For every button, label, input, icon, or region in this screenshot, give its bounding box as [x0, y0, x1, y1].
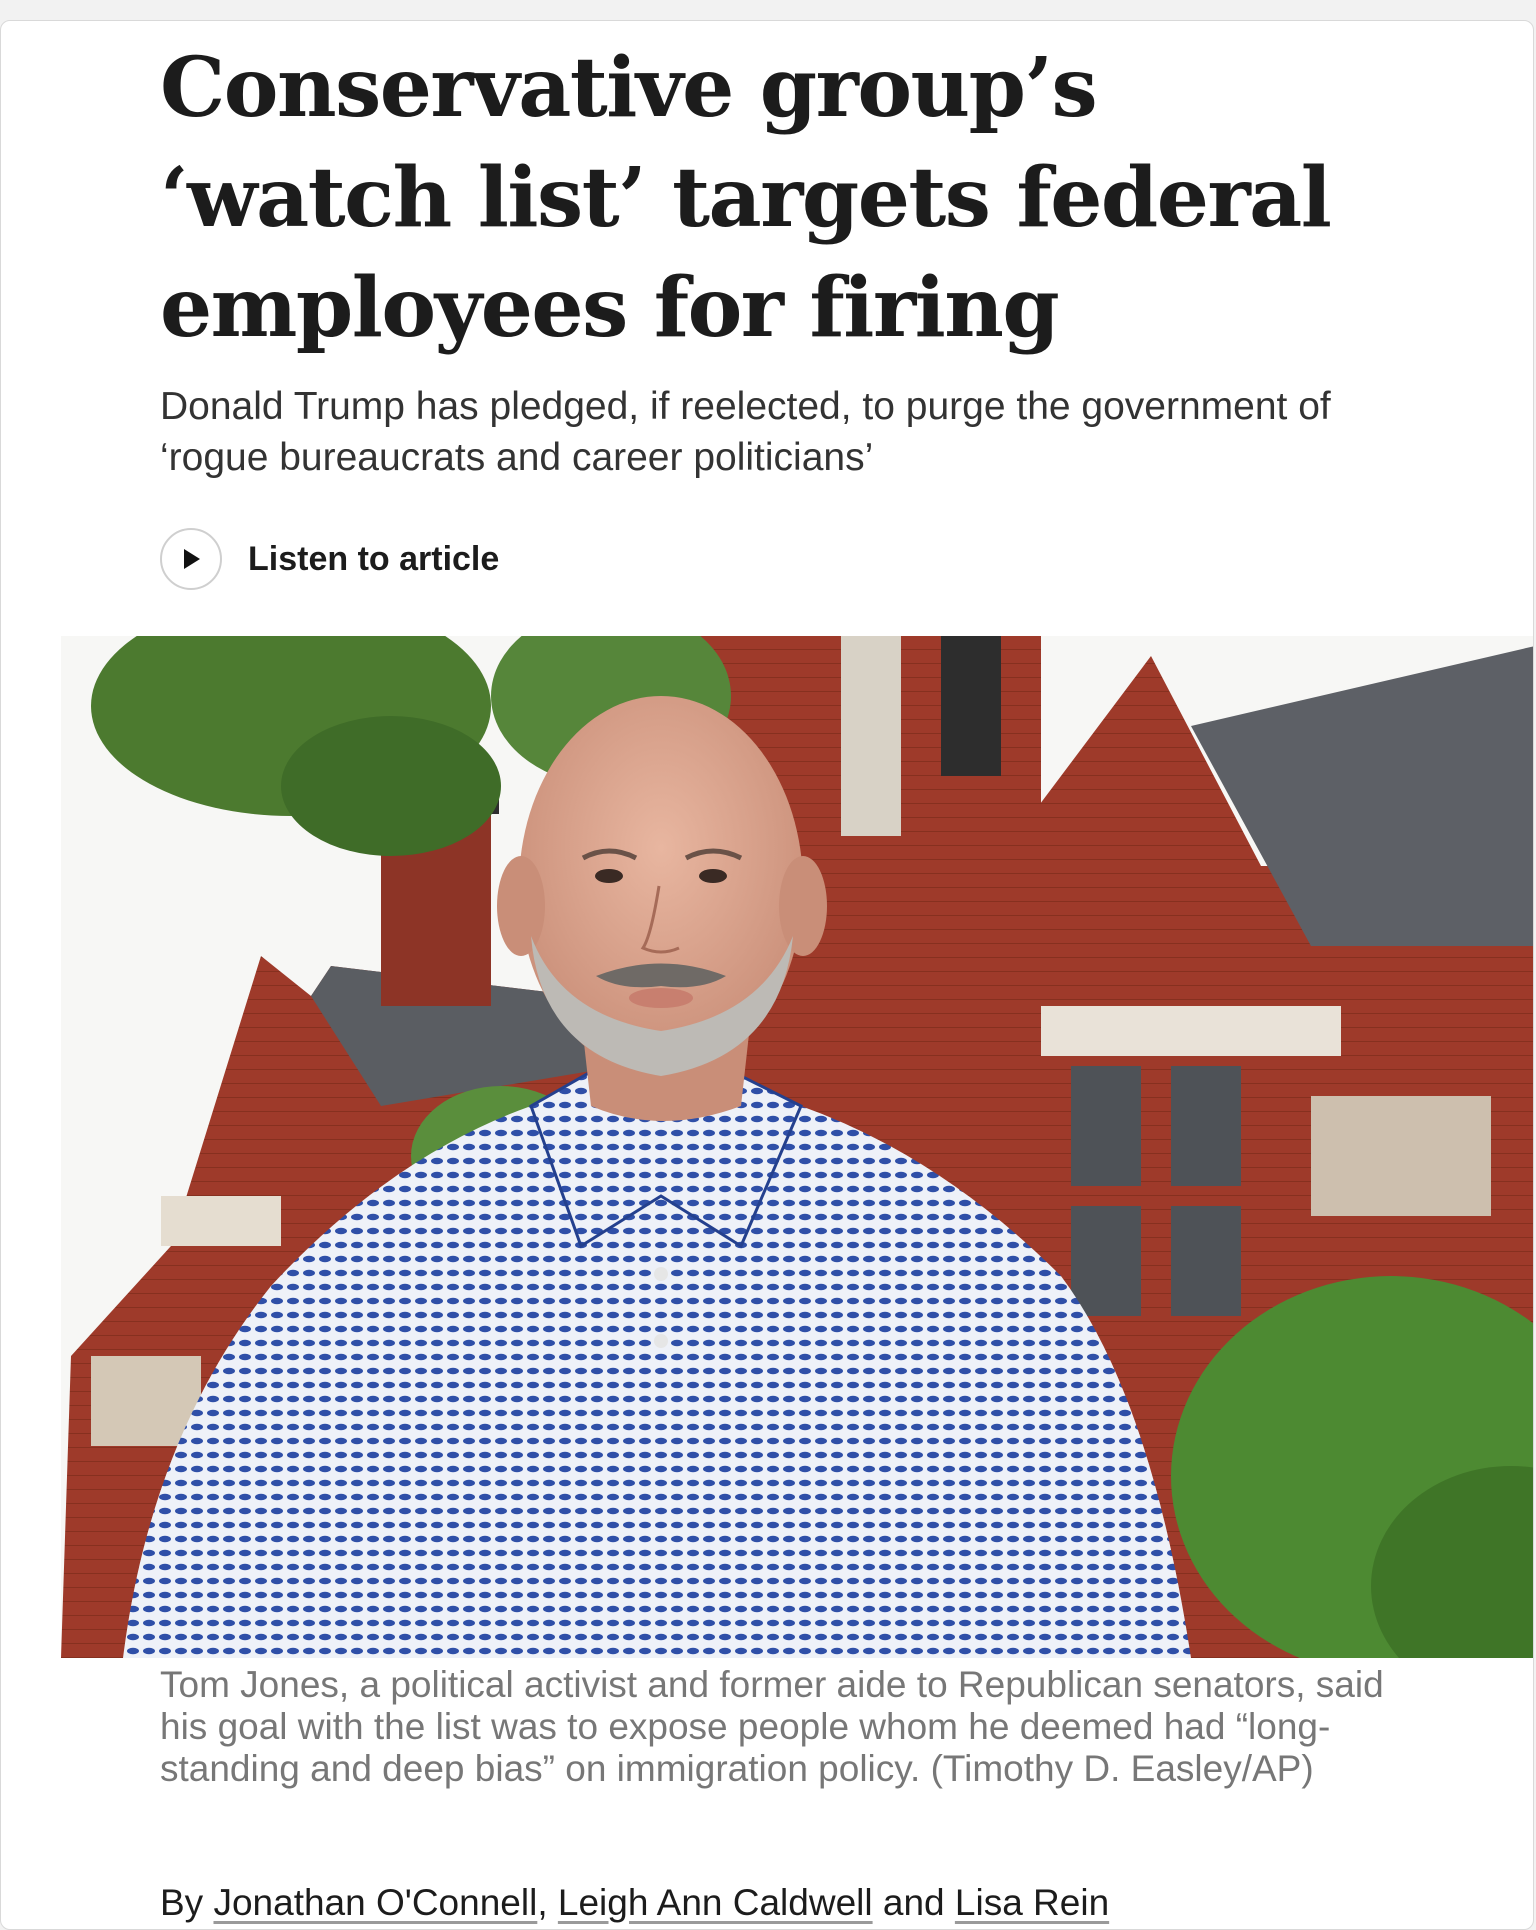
byline [160, 1877, 1109, 1929]
byline-separator: , [537, 1882, 558, 1923]
author-link[interactable]: Lisa Rein [954, 1882, 1110, 1923]
headline: Conservative group’s ‘watch list’ targets federal employees for firing [160, 40, 1331, 356]
listen-label[interactable]: Listen to article [248, 539, 500, 578]
byline-separator: and [872, 1882, 955, 1923]
byline-prefix: By [160, 1882, 214, 1923]
author-link[interactable]: Jonathan O'Connell [213, 1882, 538, 1923]
lead-photo [61, 636, 1534, 1658]
author-link[interactable]: Leigh Ann Caldwell [557, 1882, 873, 1923]
listen-to-article-button[interactable] [160, 527, 499, 591]
article-card [0, 20, 1534, 1930]
subheadline: Donald Trump has pledged, if reelected, to purge the government of ‘rogue bureaucrats and career politicians’ [160, 385, 1331, 479]
photo-caption: Tom Jones, a political activist and former aide to Republican senators, said his goal with the list was to expose people whom he deemed had “long-standing and deep bias” on immigration policy. (Timothy D. Easley/AP) [160, 1664, 1384, 1789]
play-icon[interactable] [160, 528, 222, 590]
